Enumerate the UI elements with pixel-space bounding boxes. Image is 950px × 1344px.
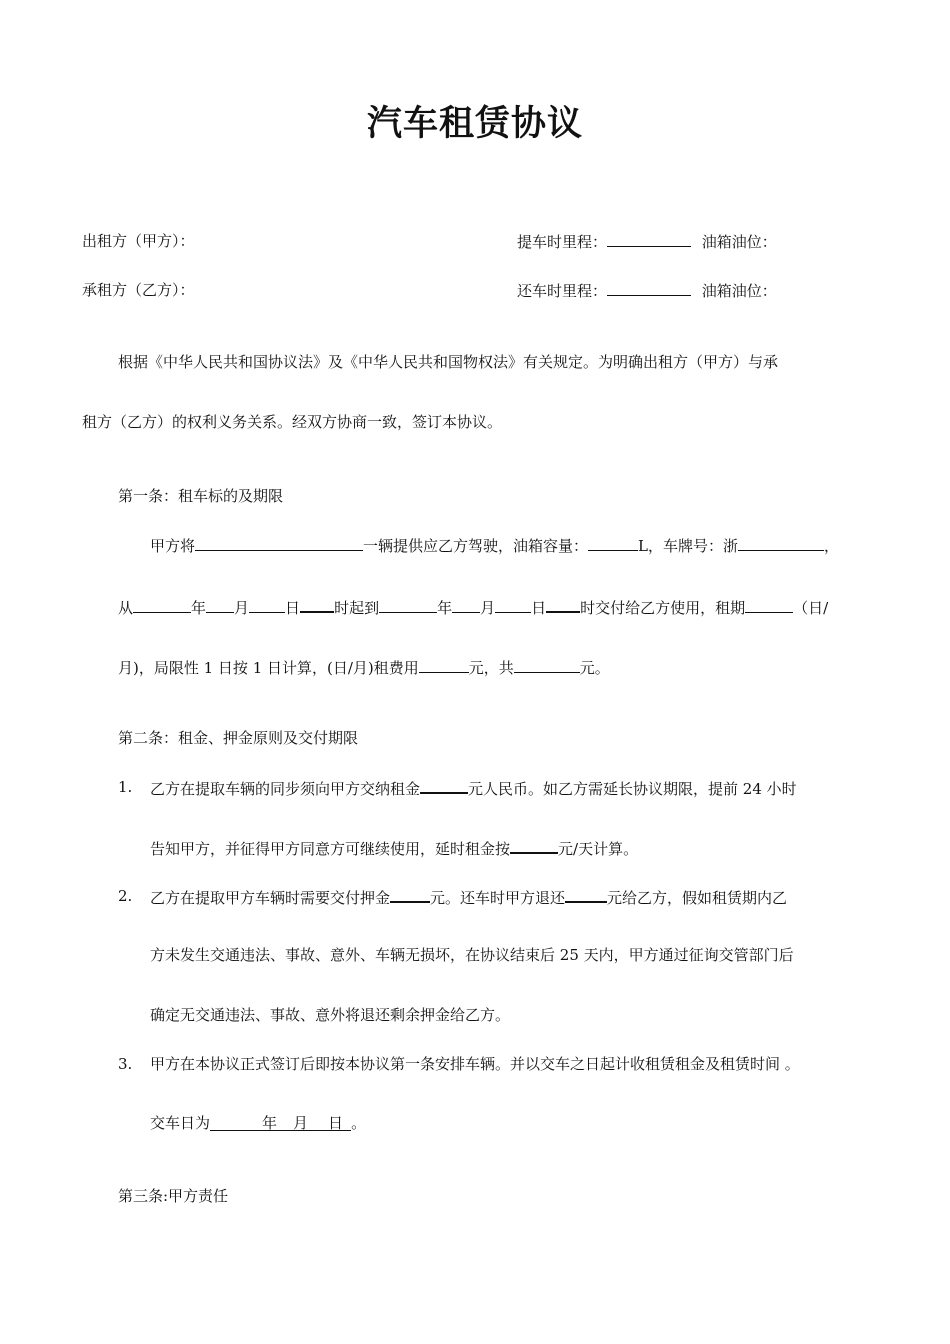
start-hour-blank[interactable]	[300, 596, 334, 613]
text: 乙方在提取甲方车辆时需要交付押金	[150, 889, 391, 907]
text: 。	[351, 1114, 367, 1132]
item-2-line-3: 确定无交通违法、事故、意外将退还剩余押金给乙方。	[150, 1006, 511, 1024]
text: 元给乙方，假如租赁期内乙	[607, 889, 788, 907]
pickup-mileage-row	[517, 231, 777, 252]
return-mileage-blank[interactable]	[607, 280, 691, 296]
text: 年	[437, 599, 453, 617]
text: 一辆提供应乙方驾驶，油箱容量：	[363, 537, 589, 555]
start-day-blank[interactable]	[249, 597, 285, 613]
total-rent-blank[interactable]	[514, 657, 580, 673]
text: 交车日为	[150, 1114, 211, 1132]
article-2-heading: 第二条：租金、押金原则及交付期限	[118, 729, 359, 747]
intro-line-1: 根据《中华人民共和国协议法》及《中华人民共和国物权法》有关规定。为明确出租方（甲方）与承	[118, 353, 779, 371]
text: 元/天计算。	[558, 840, 639, 858]
end-month-blank[interactable]	[452, 597, 480, 613]
lease-term-blank[interactable]	[745, 597, 793, 613]
lessor-label: 出租方（甲方）：	[82, 232, 195, 250]
text: 乙方在提取车辆的同步须向甲方交纳租金	[150, 780, 421, 798]
item-3-number: 3.	[118, 1055, 133, 1073]
text: 元，共	[468, 659, 514, 677]
text: 月	[234, 599, 250, 617]
pickup-mileage-blank[interactable]	[607, 231, 691, 247]
return-mileage-row	[517, 280, 777, 301]
return-fuel-label: 油箱油位：	[701, 282, 777, 300]
start-year-blank[interactable]	[133, 597, 191, 613]
text: 日	[531, 599, 547, 617]
article-1-line-3	[118, 657, 610, 678]
item-3-line-2	[150, 1113, 366, 1133]
pickup-fuel-label: 油箱油位：	[701, 233, 777, 251]
plate-number-blank[interactable]	[738, 535, 824, 551]
text: 元。还车时甲方退还	[430, 889, 566, 907]
text: 日	[328, 1114, 344, 1132]
deposit-blank[interactable]	[390, 886, 430, 903]
text: ，	[824, 537, 840, 555]
text: 年	[191, 599, 207, 617]
vehicle-blank[interactable]	[195, 535, 363, 551]
text: 月	[480, 599, 496, 617]
end-year-blank[interactable]	[379, 597, 437, 613]
article-1-line-1	[150, 535, 839, 556]
end-hour-blank[interactable]	[546, 596, 580, 613]
article-1-line-2	[118, 596, 828, 618]
article-3-heading: 第三条:甲方责任	[118, 1187, 229, 1205]
document-title: 汽车租赁协议	[366, 104, 583, 144]
item-1-line-2	[150, 837, 638, 859]
item-1-line-1	[150, 777, 797, 799]
text: 时交付给乙方使用，租期	[580, 599, 746, 617]
start-month-blank[interactable]	[206, 597, 234, 613]
text: 日	[285, 599, 301, 617]
text: 元。	[579, 659, 610, 677]
lessee-label: 承租方（乙方）：	[82, 281, 195, 299]
text: 月)，局限性 1 日按 1 日计算，(日/月)租费用	[118, 659, 419, 677]
return-mileage-label: 还车时里程：	[517, 282, 608, 300]
delivery-date-blank[interactable]	[210, 1113, 351, 1131]
item-2-line-2: 方未发生交通违法、事故、意外、车辆无损坏，在协议结束后 25 天内，甲方通过征询交管部门后	[150, 946, 794, 964]
text: L，车牌号：浙	[638, 537, 738, 555]
daily-rent-blank[interactable]	[419, 657, 469, 673]
intro-line-2: 租方（乙方）的权利义务关系。经双方协商一致，签订本协议。	[82, 413, 503, 431]
article-1-heading: 第一条：租车标的及期限	[118, 487, 284, 505]
end-day-blank[interactable]	[495, 597, 531, 613]
text: 元人民币。如乙方需延长协议期限，提前 24 小时	[468, 780, 797, 798]
item-2-number: 2.	[118, 887, 133, 905]
deposit-refund-blank[interactable]	[565, 886, 607, 903]
pickup-mileage-label: 提车时里程：	[517, 233, 608, 251]
item-3-line-1: 甲方在本协议正式签订后即按本协议第一条安排车辆。并以交车之日起计收租赁租金及租赁时间 。	[150, 1055, 800, 1073]
text: 告知甲方，并征得甲方同意方可继续使用，延时租金按	[150, 840, 511, 858]
item-1-number: 1.	[118, 778, 133, 796]
text: 月	[293, 1114, 309, 1132]
text: 从	[118, 599, 134, 617]
overtime-rent-blank[interactable]	[510, 837, 558, 854]
text: 甲方将	[150, 537, 196, 555]
text: 年	[262, 1114, 278, 1132]
rent-amount-blank[interactable]	[420, 777, 468, 794]
text: 时起到	[334, 599, 380, 617]
tank-capacity-blank[interactable]	[588, 535, 638, 551]
item-2-line-1	[150, 886, 787, 908]
text: （日/	[793, 599, 829, 617]
